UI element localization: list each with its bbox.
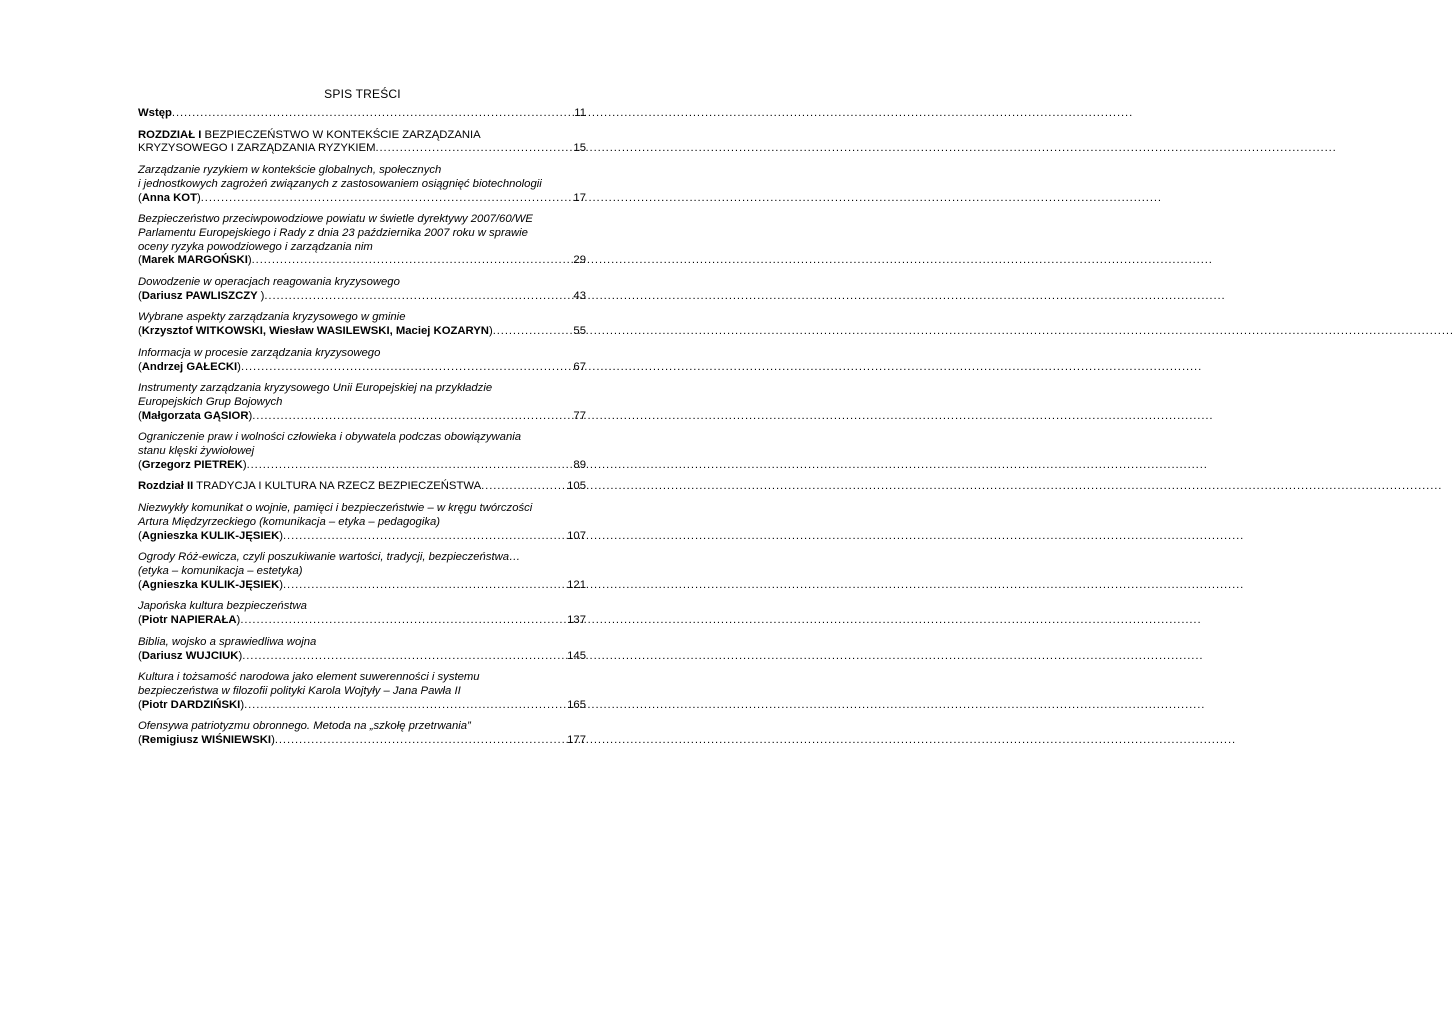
author-name: Agnieszka KULIK-JĘSIEK <box>141 578 280 591</box>
author-group <box>138 734 275 748</box>
page-number: 145 <box>567 649 586 662</box>
author-group <box>138 614 240 628</box>
dot-leader <box>242 650 567 664</box>
dot-leader <box>241 361 573 375</box>
author-group <box>138 361 241 375</box>
paren-open: ( <box>138 614 142 627</box>
author-name: Małgorzata GĄSIOR <box>141 409 249 422</box>
paren-close: ) <box>271 734 275 747</box>
toc-author-line <box>138 325 586 339</box>
article-title: Parlamentu Europejskiego i Rady z dnia 23 października 2007 roku w sprawie <box>138 226 528 239</box>
author-name: Krzysztof WITKOWSKI, Wiesław WASILEWSKI, Maciej KOZARYN <box>141 325 489 338</box>
paren-close: ) <box>279 578 284 591</box>
toc-entry <box>138 671 586 712</box>
toc-author-line <box>138 734 586 748</box>
dot-leader <box>283 579 567 593</box>
page-number: 121 <box>567 578 586 591</box>
dot-leader <box>375 142 573 156</box>
toc-author-line <box>138 192 586 206</box>
page-number: 165 <box>567 698 586 711</box>
toc-entry <box>138 276 586 303</box>
author-name: Andrzej GAŁECKI <box>141 360 238 373</box>
dot-leader <box>172 107 574 121</box>
dot-leader <box>481 480 567 494</box>
dot-leader <box>247 459 574 473</box>
article-title: Ograniczenie praw i wolności człowieka i obywatela podczas obowiązywania <box>138 431 522 444</box>
dot-leader <box>264 290 573 304</box>
author-group <box>138 579 283 593</box>
toc-entry <box>138 164 586 205</box>
toc-chapter-line <box>138 480 586 494</box>
author-name: Anna KOT <box>141 191 197 204</box>
dot-leader <box>283 530 567 544</box>
toc-entry <box>138 347 586 374</box>
dot-leader <box>201 192 574 206</box>
author-group <box>138 254 252 268</box>
paren-open: ( <box>138 360 142 373</box>
paren-open: ( <box>138 734 142 747</box>
page-number: 55 <box>573 325 586 338</box>
paren-close: ) <box>247 254 252 267</box>
article-title: Japońska kultura bezpieczeństwa <box>138 600 307 613</box>
article-title: Dowodzenie w operacjach reagowania kryzysowego <box>138 276 400 289</box>
page-number: 43 <box>573 289 586 302</box>
author-name: Dariusz WUJCIUK <box>141 649 239 662</box>
paren-open: ( <box>138 325 142 338</box>
article-title: Zarządzanie ryzykiem w kontekście globalnych, społecznych <box>138 164 442 177</box>
article-title: i jednostkowych zagrożeń związanych z zastosowaniem osiągnięć biotechnologii <box>138 177 542 190</box>
dot-leader <box>252 254 574 268</box>
toc-entry <box>138 213 586 268</box>
dot-leader <box>240 614 567 628</box>
author-name: Agnieszka KULIK-JĘSIEK <box>141 529 280 542</box>
page-number: 137 <box>567 614 586 627</box>
page-number: 107 <box>567 529 586 542</box>
dot-leader <box>493 325 574 339</box>
dot-leader <box>275 734 567 748</box>
paren-open: ( <box>138 698 142 711</box>
toc-entry <box>138 431 586 472</box>
toc-heading <box>138 107 172 121</box>
toc-heading-line <box>138 107 586 121</box>
article-title: Informacja w procesie zarządzania kryzysowego <box>138 346 381 359</box>
author-group <box>138 410 252 424</box>
paren-open: ( <box>138 254 142 267</box>
chapter-number: ROZDZIAŁ I <box>138 128 202 141</box>
toc-author-line <box>138 530 586 544</box>
table-of-contents <box>138 107 586 756</box>
page-number: 15 <box>573 142 586 155</box>
author-group <box>138 325 493 339</box>
author-name: Grzegorz PIETREK <box>141 458 243 471</box>
chapter-title: TRADYCJA I KULTURA NA RZECZ BEZPIECZEŃSTWA <box>193 480 482 493</box>
toc-author-line <box>138 614 586 628</box>
paren-open: ( <box>138 191 142 204</box>
paren-close: ) <box>240 698 245 711</box>
article-title: Kultura i tożsamość narodowa jako element suwerenności i systemu <box>138 671 480 684</box>
toc-entry <box>138 129 586 156</box>
page-number: 105 <box>567 480 586 493</box>
paren-open: ( <box>138 409 142 422</box>
article-title: Europejskich Grup Bojowych <box>138 395 283 408</box>
toc-entry <box>138 600 586 627</box>
article-title: Ofensywa patriotyzmu obronnego. Metoda na „szkołę przetrwania” <box>138 720 471 733</box>
page-number: 17 <box>573 191 586 204</box>
page-number: 11 <box>574 107 586 119</box>
article-title: Artura Międzyrzeckiego (komunikacja – etyka – pedagogika) <box>138 515 441 528</box>
paren-close: ) <box>242 458 247 471</box>
page-number: 77 <box>573 409 586 422</box>
author-group <box>138 530 283 544</box>
toc-entry <box>138 480 586 494</box>
toc-chapter-heading <box>138 480 481 494</box>
toc-entry <box>138 551 586 592</box>
author-name: Piotr DARDZIŃSKI <box>141 698 241 711</box>
section-title: Wstęp <box>138 107 172 119</box>
article-title: (etyka – komunikacja – estetyka) <box>138 564 303 577</box>
paren-close: ) <box>197 191 201 204</box>
paren-open: ( <box>138 529 142 542</box>
document-page <box>0 0 725 1024</box>
toc-author-line <box>138 459 586 473</box>
page-number: 177 <box>567 734 586 747</box>
toc-entry <box>138 636 586 663</box>
author-group <box>138 290 264 304</box>
paren-close: ) <box>237 360 241 373</box>
author-name: Marek MARGOŃSKI <box>141 254 248 267</box>
page-number: 89 <box>573 458 586 471</box>
paren-close: ) <box>279 529 284 542</box>
article-title: bezpieczeństwa w filozofii polityki Karola Wojtyły – Jana Pawła II <box>138 684 461 697</box>
article-title: Wybrane aspekty zarządzania kryzysowego w gminie <box>138 311 406 324</box>
author-name: Remigiusz WIŚNIEWSKI <box>141 734 272 747</box>
toc-author-line <box>138 410 586 424</box>
author-group <box>138 459 247 473</box>
toc-author-line <box>138 254 586 268</box>
author-group <box>138 699 244 713</box>
chapter-title: BEZPIECZEŃSTWO W KONTEKŚCIE ZARZĄDZANIA <box>201 128 481 141</box>
article-title: Instrumenty zarządzania kryzysowego Unii Europejskiej na przykładzie <box>138 382 493 395</box>
page-number: 67 <box>573 360 586 373</box>
toc-entry <box>138 502 586 543</box>
paren-close: ) <box>238 649 243 662</box>
paren-open: ( <box>138 289 142 302</box>
author-name: Dariusz PAWLISZCZY <box>141 289 261 302</box>
dot-leader <box>244 699 567 713</box>
chapter-title-cont: KRYZYSOWEGO I ZARZĄDZANIA RYZYKIEM <box>138 142 376 155</box>
paren-open: ( <box>138 578 142 591</box>
toc-author-line <box>138 290 586 304</box>
toc-author-line <box>138 579 586 593</box>
toc-author-line <box>138 650 586 664</box>
paren-close: ) <box>260 289 265 302</box>
paren-open: ( <box>138 458 142 471</box>
article-title: stanu klęski żywiołowej <box>138 445 255 458</box>
article-title: Ogrody Róż-ewicza, czyli poszukiwanie wartości, tradycji, bezpieczeństwa… <box>138 551 521 564</box>
page-number: 29 <box>573 254 586 267</box>
toc-entry <box>138 311 586 338</box>
article-title: Niezwykły komunikat o wojnie, pamięci i bezpieczeństwie – w kręgu twórczości <box>138 502 533 515</box>
toc-author-line <box>138 699 586 713</box>
article-title: Bezpieczeństwo przeciwpowodziowe powiatu w świetle dyrektywy 2007/60/WE <box>138 213 533 226</box>
article-title: oceny ryzyka powodziowego i zarządzania nim <box>138 240 373 253</box>
page-title: SPIS TREŚCI <box>324 87 401 101</box>
toc-author-line <box>138 361 586 375</box>
paren-close: ) <box>248 409 253 422</box>
paren-close: ) <box>488 325 493 338</box>
toc-heading-line <box>138 142 586 156</box>
toc-entry <box>138 720 586 747</box>
toc-entry <box>138 382 586 423</box>
article-title: Biblia, wojsko a sprawiedliwa wojna <box>138 635 317 648</box>
chapter-number: Rozdział II <box>138 480 194 493</box>
paren-open: ( <box>138 649 142 662</box>
author-name: Piotr NAPIERAŁA <box>141 614 237 627</box>
toc-entry <box>138 107 586 121</box>
dot-leader <box>252 410 573 424</box>
author-group <box>138 192 201 206</box>
paren-close: ) <box>236 614 241 627</box>
toc-heading-line <box>138 129 586 143</box>
author-group <box>138 650 242 664</box>
